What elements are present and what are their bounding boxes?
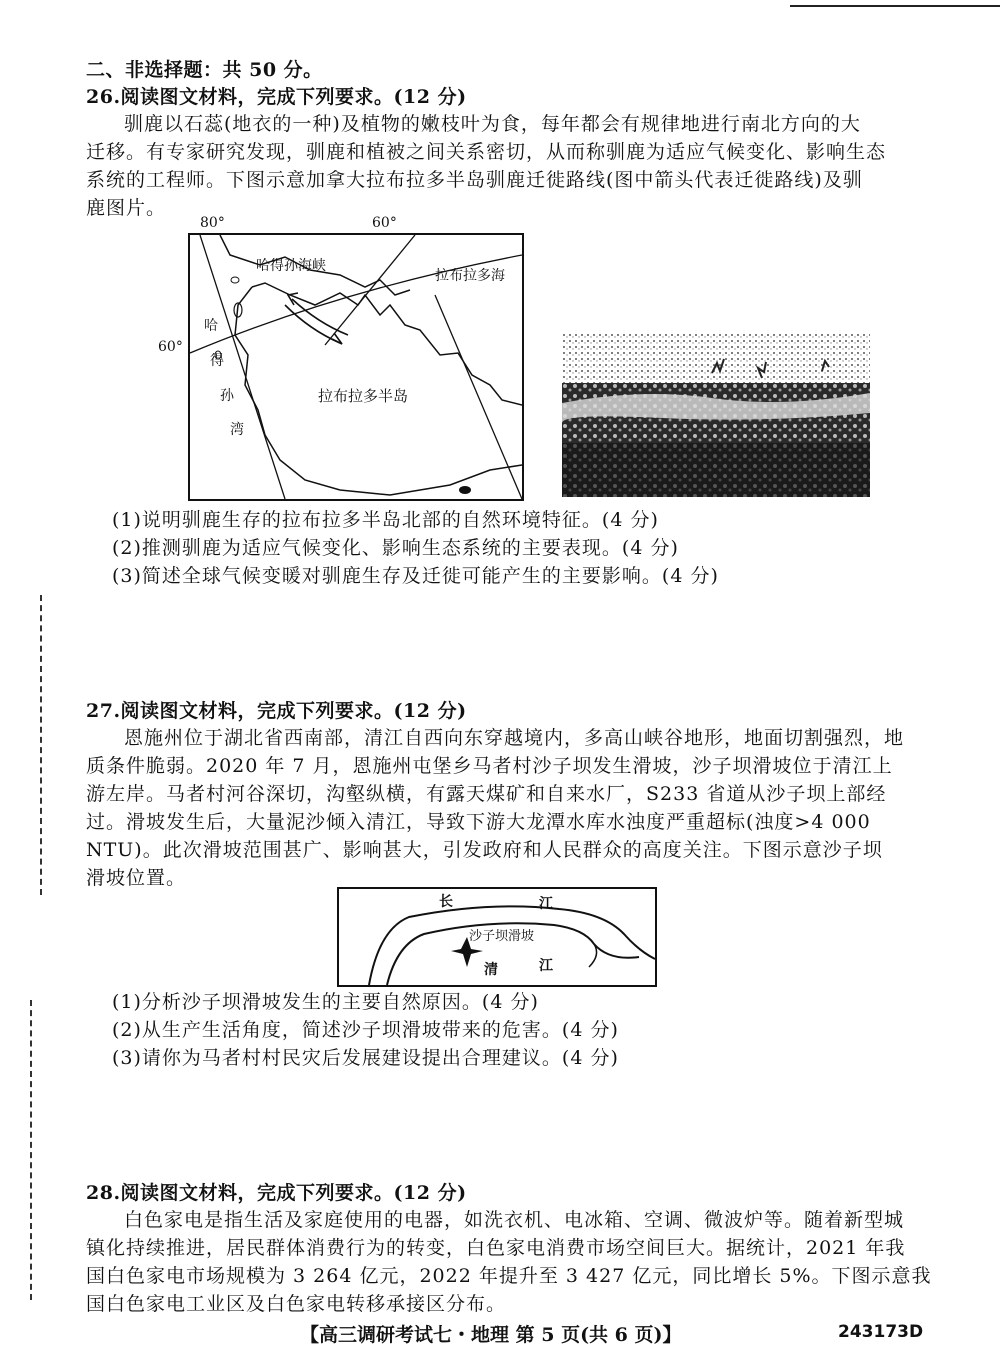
label-yangtze-1: 长 [439, 894, 453, 910]
reindeer-photo [562, 333, 870, 497]
q26-question-2: (2)推测驯鹿为适应气候变化、影响生态系统的主要表现。(4 分) [112, 537, 679, 559]
q28-material-line: 国白色家电工业区及白色家电转移承接区分布。 [86, 1293, 507, 1315]
q26-material-line: 迁移。有专家研究发现，驯鹿和植被之间关系密切，从而称驯鹿为适应气候变化、影响生态 [86, 141, 887, 163]
label-lon-60: 60° [372, 215, 397, 231]
label-labrador-sea: 拉布拉多海 [435, 268, 505, 284]
q28-header: 28.阅读图文材料，完成下列要求。(12 分) [86, 1182, 467, 1204]
q27-question-1: (1)分析沙子坝滑坡发生的主要自然原因。(4 分) [112, 991, 539, 1013]
q27-question-2: (2)从生产生活角度，简述沙子坝滑坡带来的危害。(4 分) [112, 1019, 619, 1041]
label-hudson-bay-1: 哈 [204, 318, 218, 334]
q26-question-3: (3)简述全球气候变暖对驯鹿生存及迁徙可能产生的主要影响。(4 分) [112, 565, 719, 587]
q27-material-line: NTU)。此次滑坡范围甚广、影响甚大，引发政府和人民群众的高度关注。下图示意沙子坝 [86, 839, 883, 861]
q27-material-line: 滑坡位置。 [86, 867, 187, 889]
q28-material-line: 镇化持续推进，居民群体消费行为的转变，白色家电消费市场空间巨大。据统计，2021 年我 [86, 1237, 906, 1259]
q27-material-line: 质条件脆弱。2020 年 7 月，恩施州屯堡乡马者村沙子坝发生滑坡，沙子坝滑坡位于清江上 [86, 755, 893, 777]
page-footer: 【高三调研考试七・地理 第 5 页(共 6 页)】 [300, 1324, 682, 1346]
q28-material-line: 国白色家电市场规模为 3 264 亿元，2022 年提升至 3 427 亿元，同比增长 5%。下图示意我 [86, 1265, 932, 1287]
q27-material-line: 过。滑坡发生后，大量泥沙倾入清江，导致下游大龙潭水库水浊度严重超标(浊度>4 000 [86, 811, 871, 833]
q26-material-line: 系统的工程师。下图示意加拿大拉布拉多半岛驯鹿迁徙路线(图中箭头代表迁徙路线)及驯 [86, 169, 863, 191]
q26-header: 26.阅读图文材料，完成下列要求。(12 分) [86, 86, 467, 108]
label-landslide: 沙子坝滑坡 [469, 929, 535, 944]
q27-material-line: 恩施州位于湖北省西南部，清江自西向东穿越境内，多高山峡谷地形，地面切割强烈，地 [124, 727, 905, 749]
reindeer-photo-drawing [562, 333, 870, 497]
q26-questions [112, 506, 719, 590]
q27-material-line: 游左岸。马者村河谷深切，沟壑纵横，有露天煤矿和自来水厂，S233 省道从沙子坝上部经 [86, 783, 887, 805]
label-lon-80: 80° [200, 215, 225, 231]
q27-material [86, 724, 904, 892]
label-labrador-peninsula: 拉布拉多半岛 [318, 387, 409, 405]
section-title: 二、非选择题：共 50 分。 [86, 59, 323, 81]
q26-material-line: 驯鹿以石蕊(地衣的一种)及植物的嫩枝叶为食，每年都会有规律地进行南北方向的大 [124, 113, 861, 135]
shaziba-map [337, 887, 657, 987]
q27-questions [112, 988, 619, 1072]
label-hudson-bay-2: 得 [210, 353, 224, 369]
label-hudson-bay-3: 孙 [220, 388, 234, 404]
top-rule [790, 5, 1000, 7]
q28-material-line: 白色家电是指生活及家庭使用的电器，如洗衣机、电冰箱、空调、微波炉等。随着新型城 [124, 1209, 905, 1231]
label-hudson-bay-4: 湾 [230, 422, 244, 438]
exam-code: 243173D [838, 1322, 924, 1342]
label-qingjiang-2: 江 [539, 958, 553, 974]
binding-margin-lower [30, 1000, 32, 1300]
q26-material-line: 鹿图片。 [86, 197, 167, 219]
labrador-map [158, 215, 524, 501]
label-lat-60: 60° [158, 339, 183, 355]
label-qingjiang-1: 清 [484, 962, 498, 978]
label-yangtze-2: 江 [539, 896, 553, 912]
q27-question-3: (3)请你为马者村村民灾后发展建设提出合理建议。(4 分) [112, 1047, 619, 1069]
q26-material [86, 110, 886, 222]
label-hudson-strait: 哈得孙海峡 [256, 258, 326, 274]
q28-material [86, 1206, 932, 1318]
q27-header: 27.阅读图文材料，完成下列要求。(12 分) [86, 700, 467, 722]
binding-margin [40, 595, 42, 895]
q26-question-1: (1)说明驯鹿生存的拉布拉多半岛北部的自然环境特征。(4 分) [112, 509, 659, 531]
